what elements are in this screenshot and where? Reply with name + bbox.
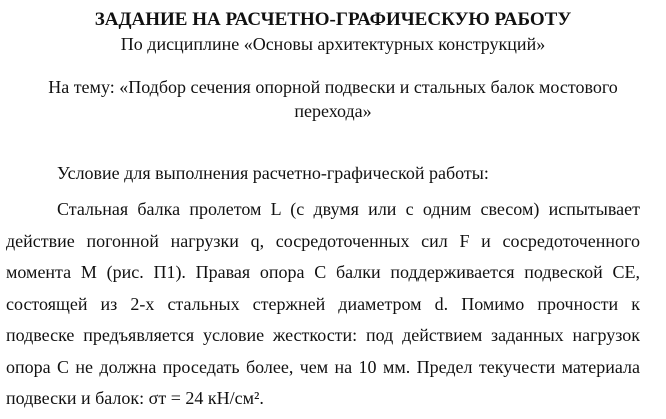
condition-heading: Условие для выполнения расчетно-графической работы: xyxy=(57,163,489,183)
document-subtitle: По дисциплине «Основы архитектурных конструкций» xyxy=(120,34,546,54)
condition-paragraph xyxy=(6,194,640,415)
paragraph-line: опора С не должна проседать более, чем на 10 мм. Предел текучести материала xyxy=(6,356,640,377)
paragraph-line: подвески и балок: σт = 24 кН/см². xyxy=(6,388,264,408)
paragraph-line: подвеске предъявляется условие жесткости: под действием заданных нагрузок xyxy=(6,325,640,345)
paragraph-line: действие погонной нагрузки q, сосредоточенных сил F и сосредоточенного xyxy=(6,230,640,251)
document-topic: На тему: «Подбор сечения опорной подвески и стальных балок мостового перехода» xyxy=(48,77,618,121)
paragraph-line: момента М (рис. П1). Правая опора С балки поддерживается подвеской СЕ, xyxy=(6,262,640,282)
paragraph-line: состоящей из 2-х стальных стержней диаметром d. Помимо прочности к xyxy=(6,293,640,314)
paragraph-line: Стальная балка пролетом L (с двумя или с одним свесом) испытывает xyxy=(57,199,640,219)
document-title: ЗАДАНИЕ НА РАСЧЕТНО-ГРАФИЧЕСКУЮ РАБОТУ xyxy=(94,9,572,30)
